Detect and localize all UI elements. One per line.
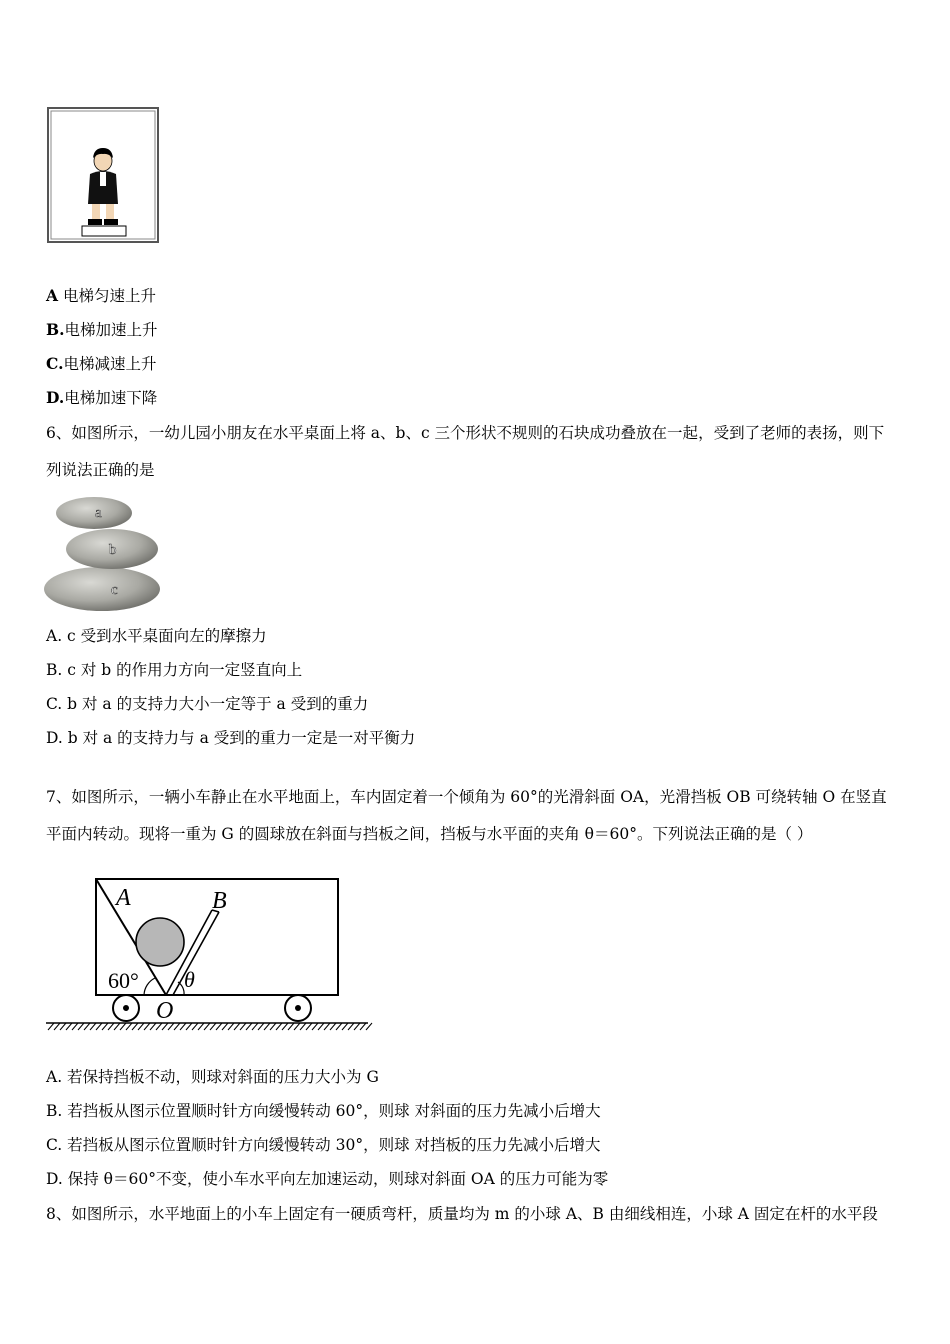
ground-hatch xyxy=(360,1023,366,1030)
q5-option-d: D.电梯加速下降 xyxy=(46,388,158,407)
q6-option-a: A. c 受到水平桌面向左的摩擦力 xyxy=(46,627,267,645)
label-theta: θ xyxy=(184,967,195,992)
elevator-figure xyxy=(46,106,162,246)
ground-hatch xyxy=(84,1023,90,1030)
ground-hatch xyxy=(48,1023,54,1030)
ground-hatch xyxy=(60,1023,66,1030)
ground-hatch xyxy=(222,1023,228,1030)
ground-hatch xyxy=(54,1023,60,1030)
ground-hatch xyxy=(318,1023,324,1030)
ground-hatch xyxy=(216,1023,222,1030)
q5-option-b: B.电梯加速上升 xyxy=(46,320,158,339)
ground-hatch xyxy=(348,1023,354,1030)
ground-hatch xyxy=(288,1023,294,1030)
ground-hatch xyxy=(366,1023,372,1030)
ground-hatch xyxy=(252,1023,258,1030)
stone-label-c: c xyxy=(111,582,118,598)
ground-hatch xyxy=(126,1023,132,1030)
ground-hatch xyxy=(210,1023,216,1030)
ground-hatch xyxy=(120,1023,126,1030)
ground-hatch xyxy=(66,1023,72,1030)
ground-hatch xyxy=(246,1023,252,1030)
stone-label-a: a xyxy=(95,505,102,521)
ground-hatch xyxy=(276,1023,282,1030)
ground-hatch xyxy=(306,1023,312,1030)
ground-hatch xyxy=(138,1023,144,1030)
ground-hatch xyxy=(336,1023,342,1030)
ground-hatch xyxy=(114,1023,120,1030)
ground-hatch xyxy=(132,1023,138,1030)
ground-hatch xyxy=(294,1023,300,1030)
ground-hatch xyxy=(72,1023,78,1030)
ground-hatch xyxy=(102,1023,108,1030)
ground-hatch xyxy=(168,1023,174,1030)
ground-hatch xyxy=(228,1023,234,1030)
ground-hatch xyxy=(162,1023,168,1030)
q7-option-b: B. 若挡板从图示位置顺时针方向缓慢转动 60°，则球 对斜面的压力先减小后增大 xyxy=(46,1102,601,1120)
ground-hatch xyxy=(204,1023,210,1030)
q8-stem-line1: 8、如图所示，水平地面上的小车上固定有一硬质弯杆，质量均为 m 的小球 A、B 由细线相连，小球 A 固定在杆的水平段 xyxy=(46,1205,878,1223)
q7-stem-line2: 平面内转动。现将一重为 G 的圆球放在斜面与挡板之间，挡板与水平面的夹角 θ＝60°。下列说法正确的是（ ） xyxy=(46,825,813,843)
q6-option-b: B. c 对 b 的作用力方向一定竖直向上 xyxy=(46,661,303,679)
ground-hatch xyxy=(312,1023,318,1030)
ground-hatch xyxy=(240,1023,246,1030)
ground-hatch xyxy=(258,1023,264,1030)
ground-hatch xyxy=(198,1023,204,1030)
ground-hatch xyxy=(186,1023,192,1030)
cart-figure xyxy=(44,870,374,1036)
ground-hatch xyxy=(90,1023,96,1030)
label-o: O xyxy=(156,998,174,1024)
q7-option-c: C. 若挡板从图示位置顺时针方向缓慢转动 30°，则球 对挡板的压力先减小后增大 xyxy=(46,1136,601,1154)
ground-hatch xyxy=(354,1023,360,1030)
ground-hatch xyxy=(144,1023,150,1030)
ground-hatch xyxy=(180,1023,186,1030)
ground-hatch xyxy=(270,1023,276,1030)
ground-hatch xyxy=(78,1023,84,1030)
q7-stem-line1: 7、如图所示，一辆小车静止在水平地面上，车内固定着一个倾角为 60°的光滑斜面 OA，光滑挡板 OB 可绕转轴 O 在竖直 xyxy=(46,788,887,806)
label-a: A xyxy=(116,885,131,911)
label-angle: 60° xyxy=(108,968,139,993)
q6-option-d: D. b 对 a 的支持力与 a 受到的重力一定是一对平衡力 xyxy=(46,729,416,747)
ground-hatch xyxy=(156,1023,162,1030)
q6-stem-line1: 6、如图所示，一幼儿园小朋友在水平桌面上将 a、b、c 三个形状不规则的石块成功叠放在一起，受到了老师的表扬，则下 xyxy=(46,424,885,442)
ground-hatch xyxy=(324,1023,330,1030)
ground-hatch xyxy=(264,1023,270,1030)
q6-stem-line2: 列说法正确的是 xyxy=(46,461,155,479)
q7-option-d: D. 保持 θ＝60°不变，使小车水平向左加速运动，则球对斜面 OA 的压力可能为零 xyxy=(46,1170,609,1188)
ground-hatch xyxy=(282,1023,288,1030)
ground-hatch xyxy=(192,1023,198,1030)
ground-hatch xyxy=(150,1023,156,1030)
q5-option-a: A 电梯匀速上升 xyxy=(46,286,156,305)
q5-option-c: C.电梯减速上升 xyxy=(46,354,157,373)
ground-hatch xyxy=(174,1023,180,1030)
ground-hatch xyxy=(108,1023,114,1030)
ground-hatch xyxy=(96,1023,102,1030)
q7-option-a: A. 若保持挡板不动，则球对斜面的压力大小为 G xyxy=(46,1068,379,1086)
stone-label-b: b xyxy=(109,542,117,558)
ground-hatch xyxy=(342,1023,348,1030)
label-b: B xyxy=(212,888,227,914)
ground-hatch xyxy=(234,1023,240,1030)
q6-option-c: C. b 对 a 的支持力大小一定等于 a 受到的重力 xyxy=(46,695,369,713)
ground-hatch xyxy=(300,1023,306,1030)
ground-hatch xyxy=(330,1023,336,1030)
stones-figure xyxy=(44,493,160,611)
